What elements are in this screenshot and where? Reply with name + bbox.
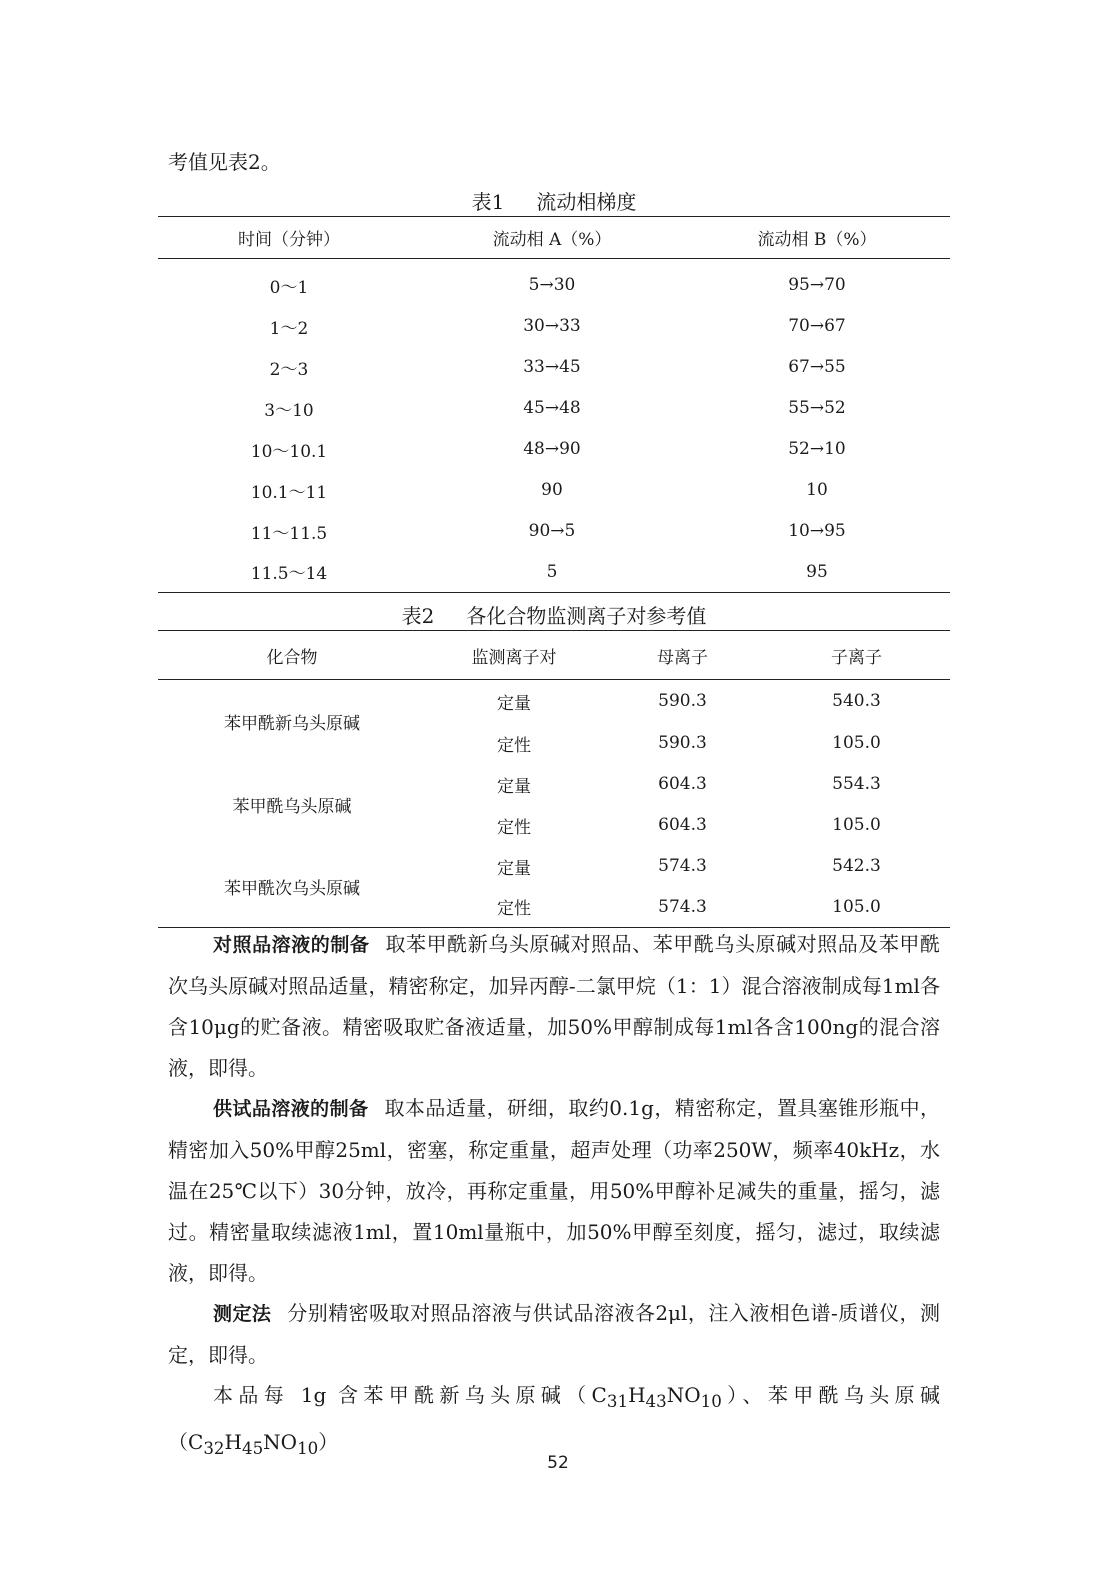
content-prefix: 本品每 1g 含苯甲酰新乌头原碱（ — [213, 1383, 592, 1407]
table-cell: 540.3 — [832, 691, 881, 712]
table-cell: 10～10.1 — [250, 441, 328, 462]
table2-caption-title: 各化合物监测离子对参考值 — [466, 604, 707, 628]
table-cell: 52→10 — [788, 439, 846, 459]
table-row — [158, 764, 950, 805]
method-heading: 测定法 — [213, 1303, 272, 1325]
table-row — [158, 306, 950, 347]
content-suffix: ） — [318, 1430, 339, 1454]
table-cell: 定量 — [497, 858, 531, 879]
test-solution-paragraph — [168, 1088, 940, 1294]
reference-solution-paragraph — [168, 924, 940, 1089]
ion-pair-reference-table — [158, 630, 950, 928]
table-row — [158, 388, 950, 429]
table-cell: 45→48 — [523, 398, 581, 418]
table-cell: 10 — [806, 480, 828, 500]
table-row — [158, 511, 950, 552]
table-row — [158, 552, 950, 593]
table-cell: 定性 — [497, 899, 531, 920]
table-cell: 定量 — [497, 776, 531, 797]
compound-name-cell: 苯甲酰乌头原碱 — [232, 797, 352, 817]
table2-caption-number: 表2 — [401, 604, 435, 628]
table1-caption-title: 流动相梯度 — [536, 190, 637, 214]
table-cell: 3～10 — [264, 400, 314, 421]
table-cell: 定性 — [497, 817, 531, 838]
table-cell: 定性 — [497, 735, 531, 756]
table-cell: 70→67 — [788, 316, 846, 336]
reference-solution-heading: 对照品溶液的制备 — [213, 934, 370, 956]
table-cell: 5→30 — [528, 275, 576, 296]
table-cell: 105.0 — [832, 896, 881, 917]
table1-header-row — [158, 217, 950, 259]
table-cell: 574.3 — [658, 896, 707, 917]
table-cell: 90→5 — [528, 521, 576, 541]
mobile-phase-gradient-table — [158, 216, 950, 593]
table1-caption — [158, 186, 950, 215]
table-cell: 604.3 — [658, 774, 707, 794]
table-cell: 105.0 — [832, 733, 881, 753]
table-cell: 2～3 — [269, 359, 309, 380]
formula-benzoylaconine: $C_{32}H_{45}NO_{10}$ — [188, 1430, 319, 1458]
table2-body — [158, 680, 950, 928]
page-number: 52 — [547, 1453, 569, 1473]
content-middle: ）、苯甲酰乌头原碱（ — [168, 1383, 941, 1454]
table1-header-cell: 流动相 A（%） — [420, 217, 684, 259]
table-cell: 33→45 — [523, 357, 581, 377]
method-paragraph — [168, 1293, 940, 1376]
test-solution-text: 取本品适量，研细，取约0.1g，精密称定，置具塞锥形瓶中，精密加入50%甲醇25ml，密塞，称定重量，超声处理（功率250W，频率40kHz，水温在25℃以下）30分钟，放冷，再称定重量，用50%甲醇补足减失的重量，摇匀，滤过。精密量取续滤液1ml，置10ml量瓶中，加50%甲醇至刻度，摇匀，滤过，取续滤液，即得。 — [168, 1096, 940, 1285]
table-row — [158, 680, 950, 723]
table-row — [158, 429, 950, 470]
table-cell: 590.3 — [658, 691, 707, 712]
table-row — [158, 470, 950, 511]
table2-header-cell: 子离子 — [763, 631, 950, 680]
table1-caption-number: 表1 — [471, 190, 505, 214]
table-cell: 11.5～14 — [250, 564, 328, 585]
table-cell: 定量 — [497, 693, 531, 714]
table-cell: 67→55 — [788, 357, 846, 377]
table-cell: 48→90 — [523, 439, 581, 459]
table-cell: 574.3 — [658, 856, 707, 876]
table2-header-cell: 监测离子对 — [426, 631, 602, 680]
table-cell: 30→33 — [523, 316, 581, 336]
table-cell: 542.3 — [832, 856, 881, 876]
reference-solution-text: 取苯甲酰新乌头原碱对照品、苯甲酰乌头原碱对照品及苯甲酰次乌头原碱对照品适量，精密称定，加异丙醇-二氯甲烷（1：1）混合溶液制成每1ml各含10μg的贮备液。精密吸取贮备液适量，加50%甲醇制成每1ml各含100ng的混合溶液，即得。 — [168, 932, 940, 1080]
table-cell: 95→70 — [788, 275, 846, 296]
table-cell: 554.3 — [832, 774, 881, 794]
table1-header-cell: 流动相 B（%） — [684, 217, 950, 259]
table-cell: 55→52 — [788, 398, 846, 418]
compound-name-cell: 苯甲酰新乌头原碱 — [224, 714, 360, 735]
table-cell: 90 — [541, 480, 563, 500]
table-cell: 105.0 — [832, 815, 881, 835]
table2-header-cell: 母离子 — [602, 631, 763, 680]
table-cell: 0～1 — [269, 277, 309, 298]
table2-caption — [158, 600, 950, 629]
table1-body — [158, 259, 950, 593]
table-cell: 5 — [546, 561, 558, 582]
table-cell: 10.1～11 — [250, 482, 328, 503]
table2-header-row — [158, 631, 950, 680]
formula-benzoylmesaconine: $C_{31}H_{43}NO_{10}$ — [591, 1383, 722, 1411]
table-cell: 11～11.5 — [250, 523, 328, 544]
table-row — [158, 259, 950, 306]
compound-name-cell: 苯甲酰次乌头原碱 — [224, 878, 360, 899]
table-cell: 604.3 — [658, 815, 707, 835]
lead-text: 考值见表2。 — [168, 150, 281, 174]
table-cell: 1～2 — [269, 318, 309, 339]
test-solution-heading: 供试品溶液的制备 — [213, 1098, 369, 1120]
table-cell: 95 — [806, 561, 828, 582]
table-cell: 590.3 — [658, 733, 707, 753]
table-row — [158, 347, 950, 388]
table-cell: 10→95 — [788, 521, 846, 541]
table1-header-cell: 时间（分钟） — [158, 217, 420, 259]
method-text: 分别精密吸取对照品溶液与供试品溶液各2μl，注入液相色谱-质谱仪，测定，即得。 — [168, 1301, 940, 1367]
table2-header-cell: 化合物 — [158, 631, 426, 680]
table-row — [158, 846, 950, 887]
